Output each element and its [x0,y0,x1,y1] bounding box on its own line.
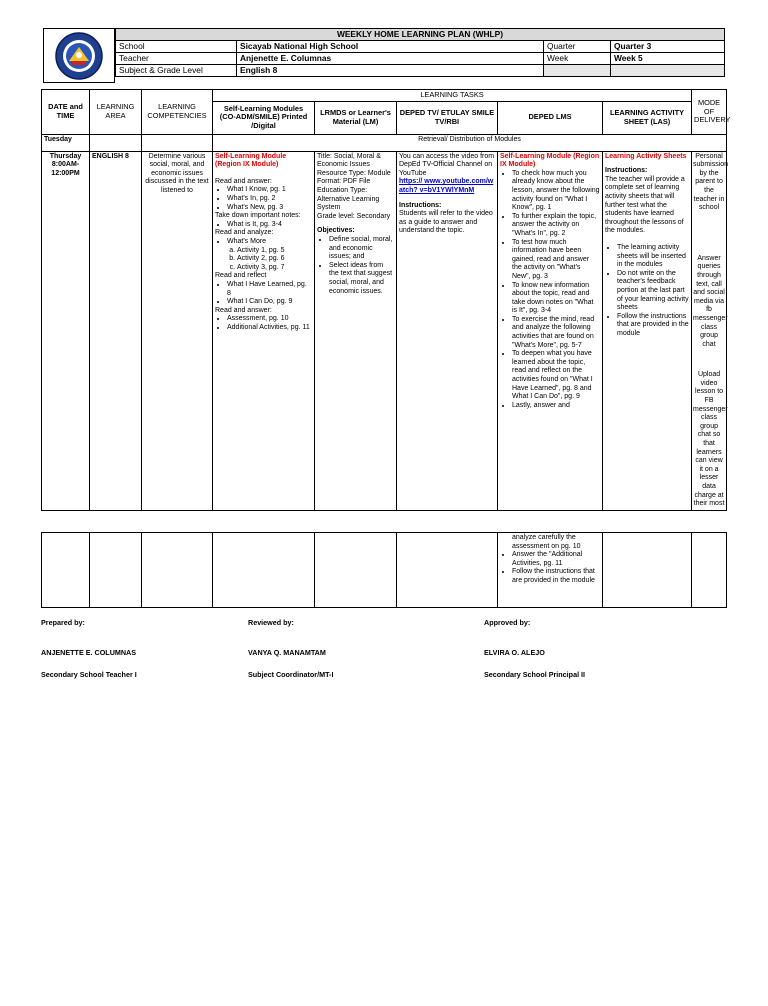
prepared-title: Secondary School Teacher I [41,670,137,679]
empty-cell [692,533,727,608]
slm-text: Read and answer: [215,177,272,185]
quarter-value: Quarter 3 [611,41,725,53]
objectives-label: Objectives: [317,227,355,235]
empty-cell [397,533,498,608]
list-item: • Assessment, pg. 10 [227,315,312,324]
slm-text: Read and reflect [215,272,267,280]
empty-cell [90,134,142,151]
lrmds-cell [315,151,397,510]
page-title: WEEKLY HOME LEARNING PLAN (WHLP) [116,29,725,41]
table-row [42,134,727,151]
blank-cell [544,65,611,77]
col-tv: DEPED TV/ ETULAY SMILE TV/RBI [397,101,498,134]
tv-cell [397,151,498,510]
col-lms: DEPED LMS [498,101,603,134]
reviewed-label: Reviewed by: [248,618,294,627]
list-item: • To test how much information have been gained, read and answer the activity on "What's New", pg. 3 [512,239,600,282]
list-item: • To exercise the mind, read and analyze the following activities that are found on "What's More", pg. 5-7 [512,316,600,350]
approved-title: Secondary School Principal II [484,670,586,679]
approved-label: Approved by: [484,618,531,627]
list-item: • The learning activity sheets will be inserted in the modules [617,244,689,270]
list-item: • What's New, pg. 3 [227,204,312,213]
list-item: • To check how much you already know about the lesson, answer the following activity found on "What I Know", pg. 1 [512,170,600,213]
tv-instructions-label: Instructions: [399,201,442,209]
las-title: Learning Activity Sheets [605,152,687,160]
lrmds-grade-level: Grade level: Secondary [317,212,391,220]
col-date: DATE and TIME [42,90,90,135]
mode-text: Personal submission by the parent to the teacher in school [693,152,729,212]
list-item: • What is It, pg. 3-4 [227,221,312,230]
school-seal-icon [54,31,104,81]
teacher-value: Anjenette E. Columnas [237,53,544,65]
empty-cell [142,134,213,151]
slm-cell [213,151,315,510]
time-label: 8:00AM-12:00PM [51,161,80,177]
week-value: Week 5 [611,53,725,65]
list-item: • Lastly, answer and [512,402,600,411]
col-mode: MODE OF DELIVERY [692,90,727,135]
lrmds-format: Format: PDF File [317,178,371,186]
learning-area: ENGLISH 8 [90,151,142,510]
week-label: Week [544,53,611,65]
list-item: • What's More [227,238,312,247]
lrmds-resource-type: Resource Type: Module [317,169,391,177]
empty-cell [142,533,213,608]
empty-cell [603,533,692,608]
lrmds-title: Title: Social, Moral & Economic Issues [317,152,381,169]
list-item: • What's In, pg. 2 [227,195,312,204]
list-item: • Do not write on the teacher's feedback portion at the last part of your learning activity sheets [617,270,689,313]
list-item: a. Activity 1, pg. 5 [237,247,312,256]
video-link[interactable]: https:// www.youtube.com/watch? v=bV1YWlYMnM [399,178,494,194]
slm-text: Take down important notes: [215,212,301,220]
list-item: • To deepen what you have learned about the topic, read and reflect on the activities found on "What I Have Learned", pg. 8 and What I Can Do", pg. 9 [512,350,600,402]
las-intro: The teacher will provide a complete set of learning activity sheets that will further test what the students have learned throughout the lessons of the modules. [605,175,685,235]
blank-cell [611,65,725,77]
empty-cell [90,533,142,608]
lms-title: Self-Learning Module (Region IX Module) [500,152,600,169]
las-instructions-label: Instructions: [605,167,648,175]
approved-name: ELVIRA O. ALEJO [484,648,545,657]
list-item: • To know new information about the topic, read and take down notes on "What is It", pg. 3-4 [512,282,600,316]
col-slm: Self-Learning Modules (CO-ADM/SMILE) Printed /Digital [213,101,315,134]
day-label: Thursday [49,152,82,160]
prepared-label: Prepared by: [41,618,85,627]
lms-cell-continued [498,533,603,608]
col-las: LEARNING ACTIVITY SHEET (LAS) [603,101,692,134]
subject-label: Subject & Grade Level [116,65,237,77]
mode-cell [692,151,727,510]
list-item: • Select ideas from the text that suggest social, moral, and economic issues. [329,262,394,296]
col-learning-tasks: LEARNING TASKS [213,90,692,102]
mode-text: Upload video lesson to FB messenger class group chat so that learners can view it on a lesser data charge at their most [693,371,728,508]
list-item: • To further explain the topic, answer the activity on "What's In", pg. 2 [512,213,600,239]
col-competencies: LEARNING COMPETENCIES [142,90,213,135]
quarter-label: Quarter [544,41,611,53]
tuesday-activity: Retrieval/ Distribution of Modules [213,134,727,151]
header-table [115,28,725,77]
plan-table [41,89,731,511]
teacher-label: Teacher [116,53,237,65]
school-label: School [116,41,237,53]
plan-table-continued [41,532,727,608]
slm-text: Read and analyze: [215,229,274,237]
list-item: • What I Know, pg. 1 [227,186,312,195]
tv-instructions: Students will refer to the video as a guide to answer and understand the topic. [399,210,493,235]
mode-text: Answer queries through text, call and social media via fb messenger class group chat [693,254,728,348]
col-area: LEARNING AREA [90,90,142,135]
list-item: • Follow the instructions that are provided in the module [512,568,600,585]
empty-cell [315,533,397,608]
lrmds-education-type: Education Type: Alternative Learning System [317,186,380,212]
table-row [42,533,727,608]
slm-text: Read and answer: [215,306,272,314]
school-value: Sicayab National High School [237,41,544,53]
lms-continued-text: analyze carefully the assessment on pg. 10 [512,534,581,550]
tuesday-label: Tuesday [42,134,90,151]
reviewed-title: Subject Coordinator/MT-I [248,670,334,679]
las-cell [603,151,692,510]
logo-box [43,28,115,83]
list-item: • Follow the instructions that are provided in the module [617,313,689,339]
empty-cell [213,533,315,608]
list-item: c. Activity 3, pg. 7 [237,264,312,273]
subject-value: English 8 [237,65,544,77]
thursday-cell [42,151,90,510]
prepared-name: ANJENETTE E. COLUMNAS [41,648,137,657]
list-item: • What I Can Do, pg. 9 [227,298,312,307]
reviewed-name: VANYA Q. MANAMTAM [248,648,326,657]
empty-cell [42,533,90,608]
tv-intro: You can access the video from DepEd TV-Official Channel on YouTube [399,152,495,177]
competency: Determine various social, moral, and economic issues discussed in the text listened to [142,151,213,510]
table-row [42,151,727,510]
slm-title: Self-Learning Module (Region IX Module) [215,152,287,169]
lms-cell [498,151,603,510]
list-item: b. Activity 2, pg. 6 [237,255,312,264]
list-item: • Answer the "Additional Activities, pg. 11 [512,551,600,568]
list-item: • Define social, moral, and economic issues; and [329,236,394,262]
list-item: • Additional Activities, pg. 11 [227,324,312,333]
col-lrmds: LRMDS or Learner's Material (LM) [315,101,397,134]
list-item: • What I Have Learned, pg. 8 [227,281,312,298]
